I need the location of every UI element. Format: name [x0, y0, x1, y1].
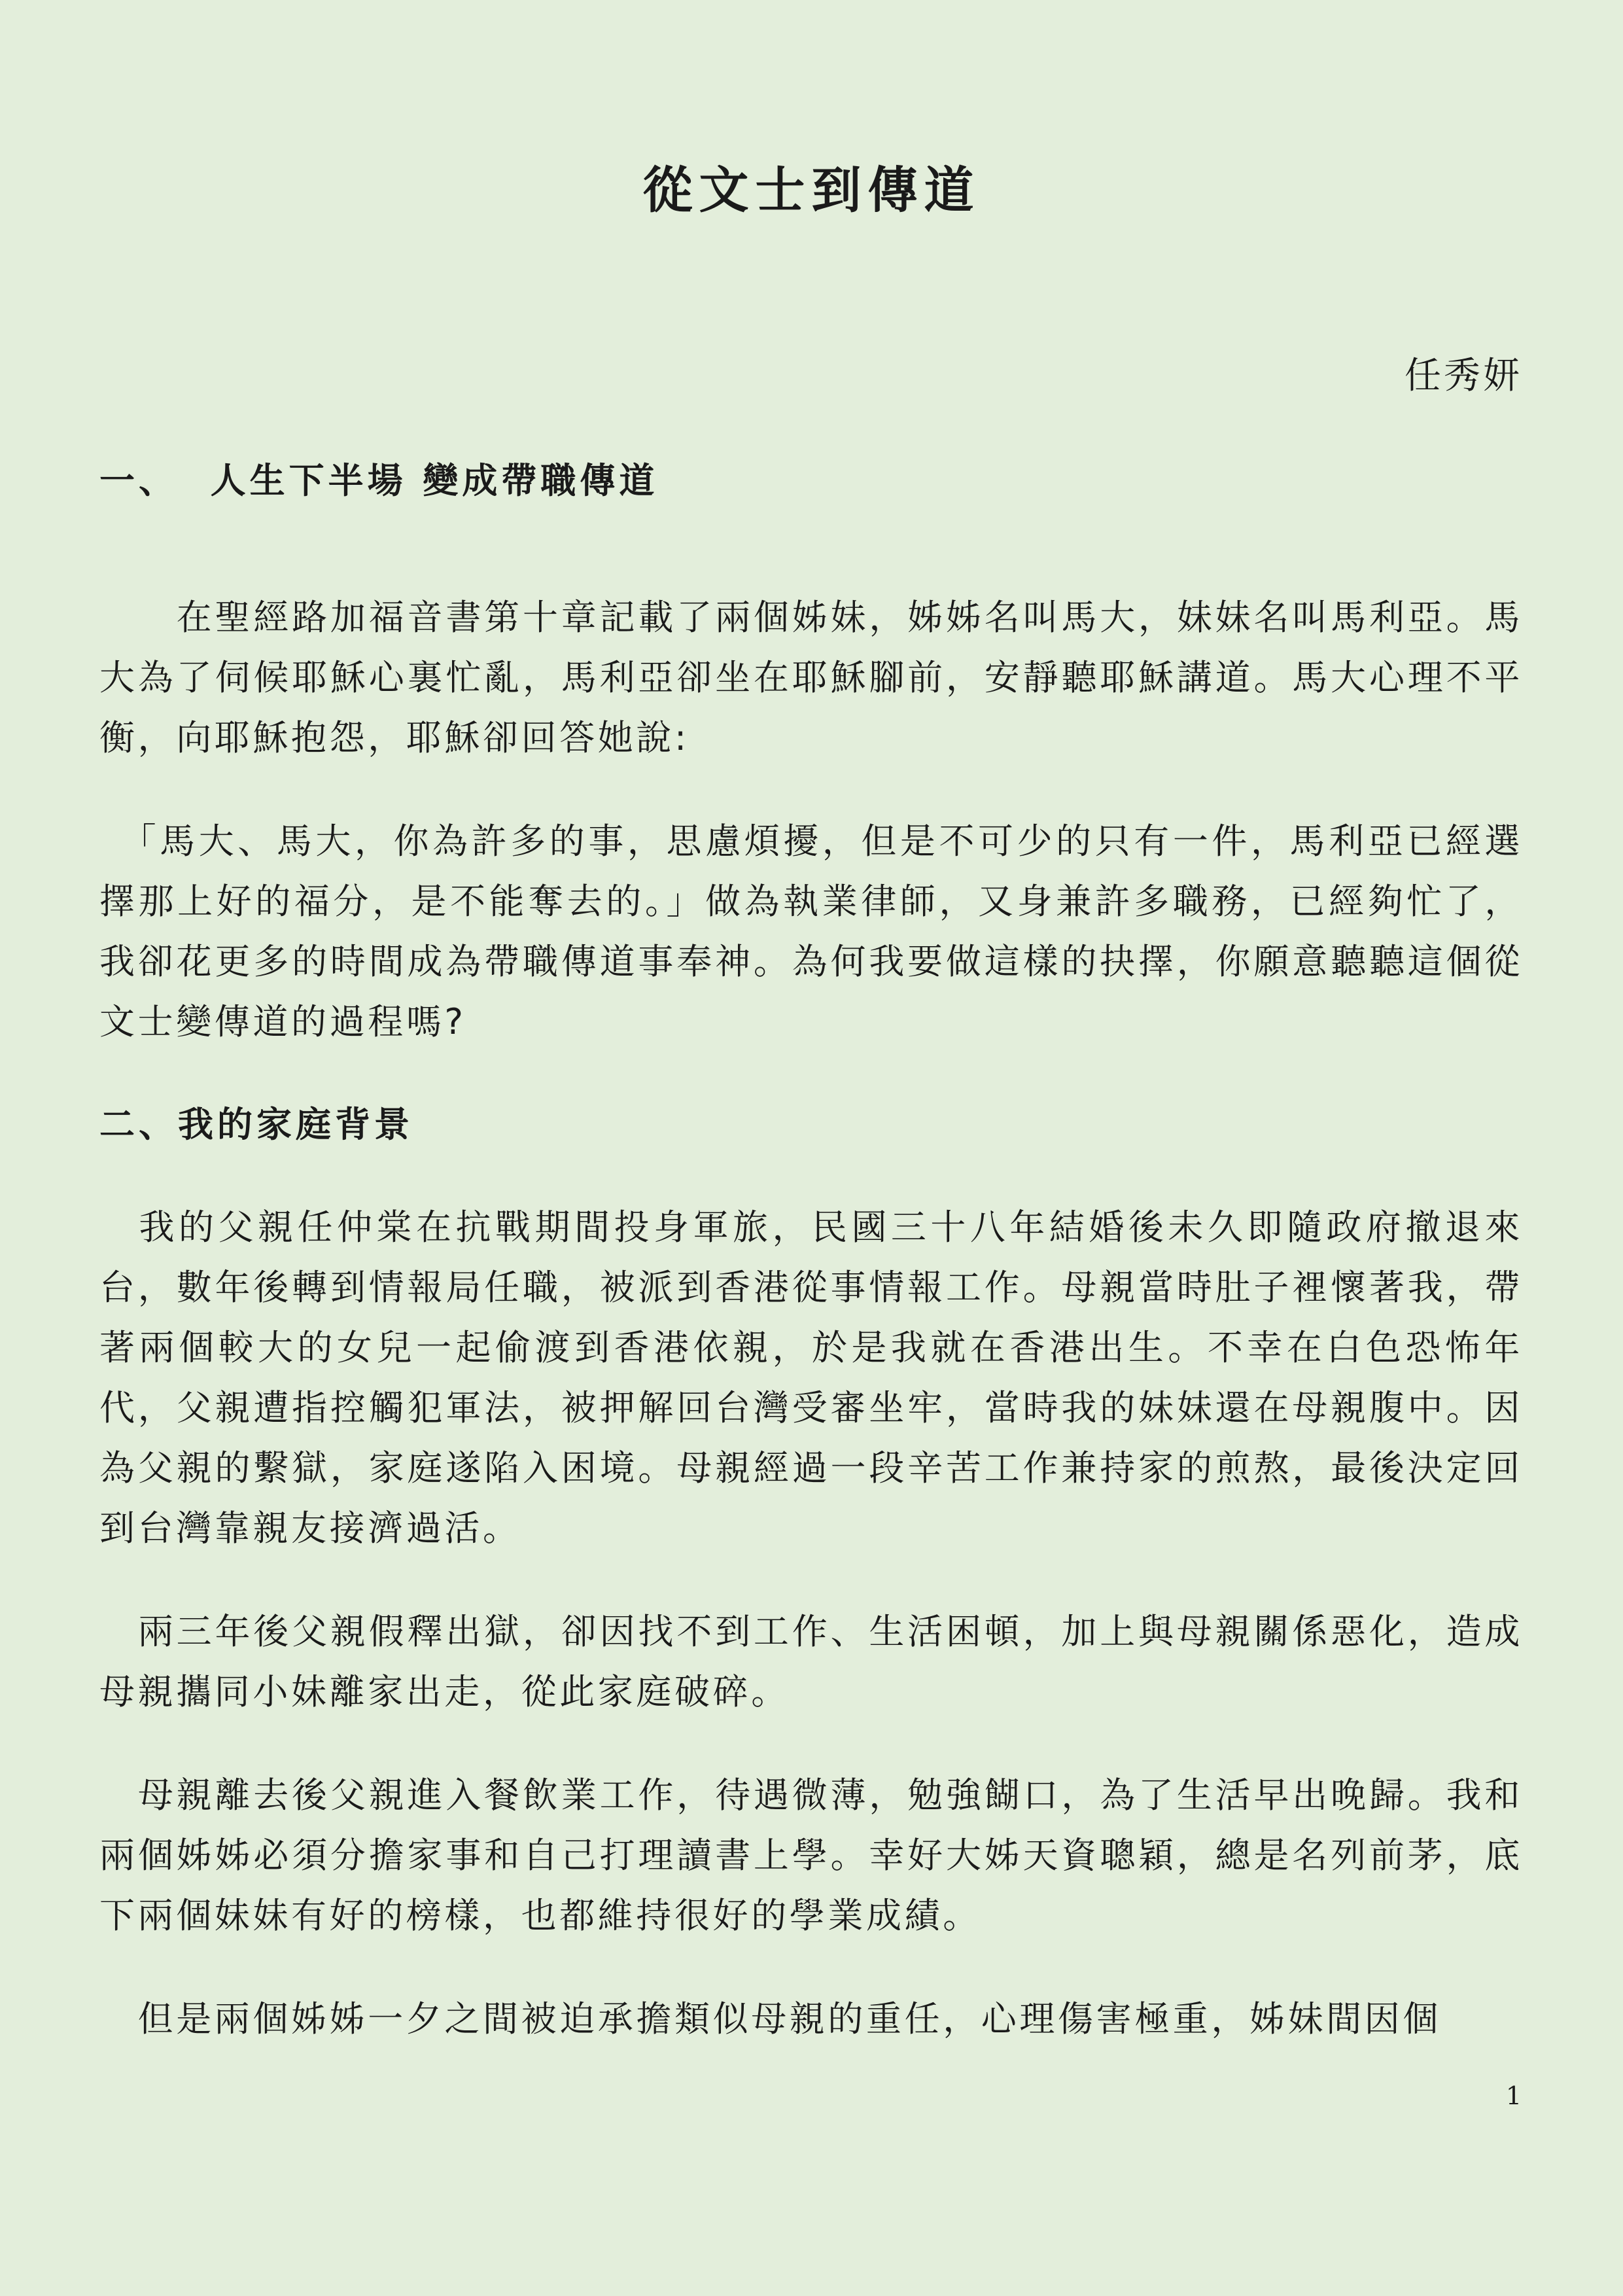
paragraph: 在聖經路加福音書第十章記載了兩個姊妹，姊姊名叫馬大，妹妹名叫馬利亞。馬大為了伺候耶穌心裏忙亂，馬利亞卻坐在耶穌腳前，安靜聽耶穌講道。馬大心理不平衡，向耶穌抱怨，耶穌卻回答她說: — [99, 597, 1523, 758]
page-number: 1 — [1505, 2081, 1522, 2110]
author-name: 任秀妍 — [1405, 355, 1522, 397]
paragraph: 母親離去後父親進入餐飲業工作，待遇微薄，勉強餬口，為了生活早出晚歸。我和兩個姊姊必須分擔家事和自己打理讀書上學。幸好大姊天資聰穎，總是名列前茅，底下兩個妹妹有好的榜樣，也都維持很好的學業成績。 — [99, 1775, 1523, 1936]
document-title: 從文士到傳道 — [642, 160, 981, 219]
paragraph: 「馬大、馬大，你為許多的事，思慮煩擾，但是不可少的只有一件，馬利亞已經選擇那上好的福分，是不能奪去的。」做為執業律師，又身兼許多職務，已經夠忙了，我卻花更多的時間成為帶職傳道事奉神。為何我要做這樣的抉擇，你願意聽聽這個從文士變傳道的過程嗎? — [99, 821, 1523, 1042]
paragraph: 我的父親任仲棠在抗戰期間投身軍旅，民國三十八年結婚後未久即隨政府撤退來台，數年後轉到情報局任職，被派到香港從事情報工作。母親當時肚子裡懷著我，帶著兩個較大的女兒一起偷渡到香港依親，於是我就在香港出生。不幸在白色恐怖年代，父親遭指控觸犯軍法，被押解回台灣受審坐牢，當時我的妹妹還在母親腹中。因為父親的繫獄，家庭遂陷入困境。母親經過一段辛苦工作兼持家的煎熬，最後決定回到台灣靠親友接濟過活。 — [99, 1207, 1523, 1549]
document-body — [99, 451, 1523, 2049]
section-2 — [99, 1095, 1523, 2049]
section-heading: 二、我的家庭背景 — [99, 1104, 413, 1145]
paragraph: 但是兩個姊姊一夕之間被迫承擔類似母親的重任，心理傷害極重，姊妹間因個 — [99, 1998, 1441, 2040]
section-1 — [99, 451, 1523, 1052]
section-heading: 一、 人生下半場 變成帶職傳道 — [99, 460, 659, 501]
paragraph: 兩三年後父親假釋出獄，卻因找不到工作、生活困頓，加上與母親關係惡化，造成母親攜同小妹離家出走，從此家庭破碎。 — [99, 1611, 1523, 1712]
